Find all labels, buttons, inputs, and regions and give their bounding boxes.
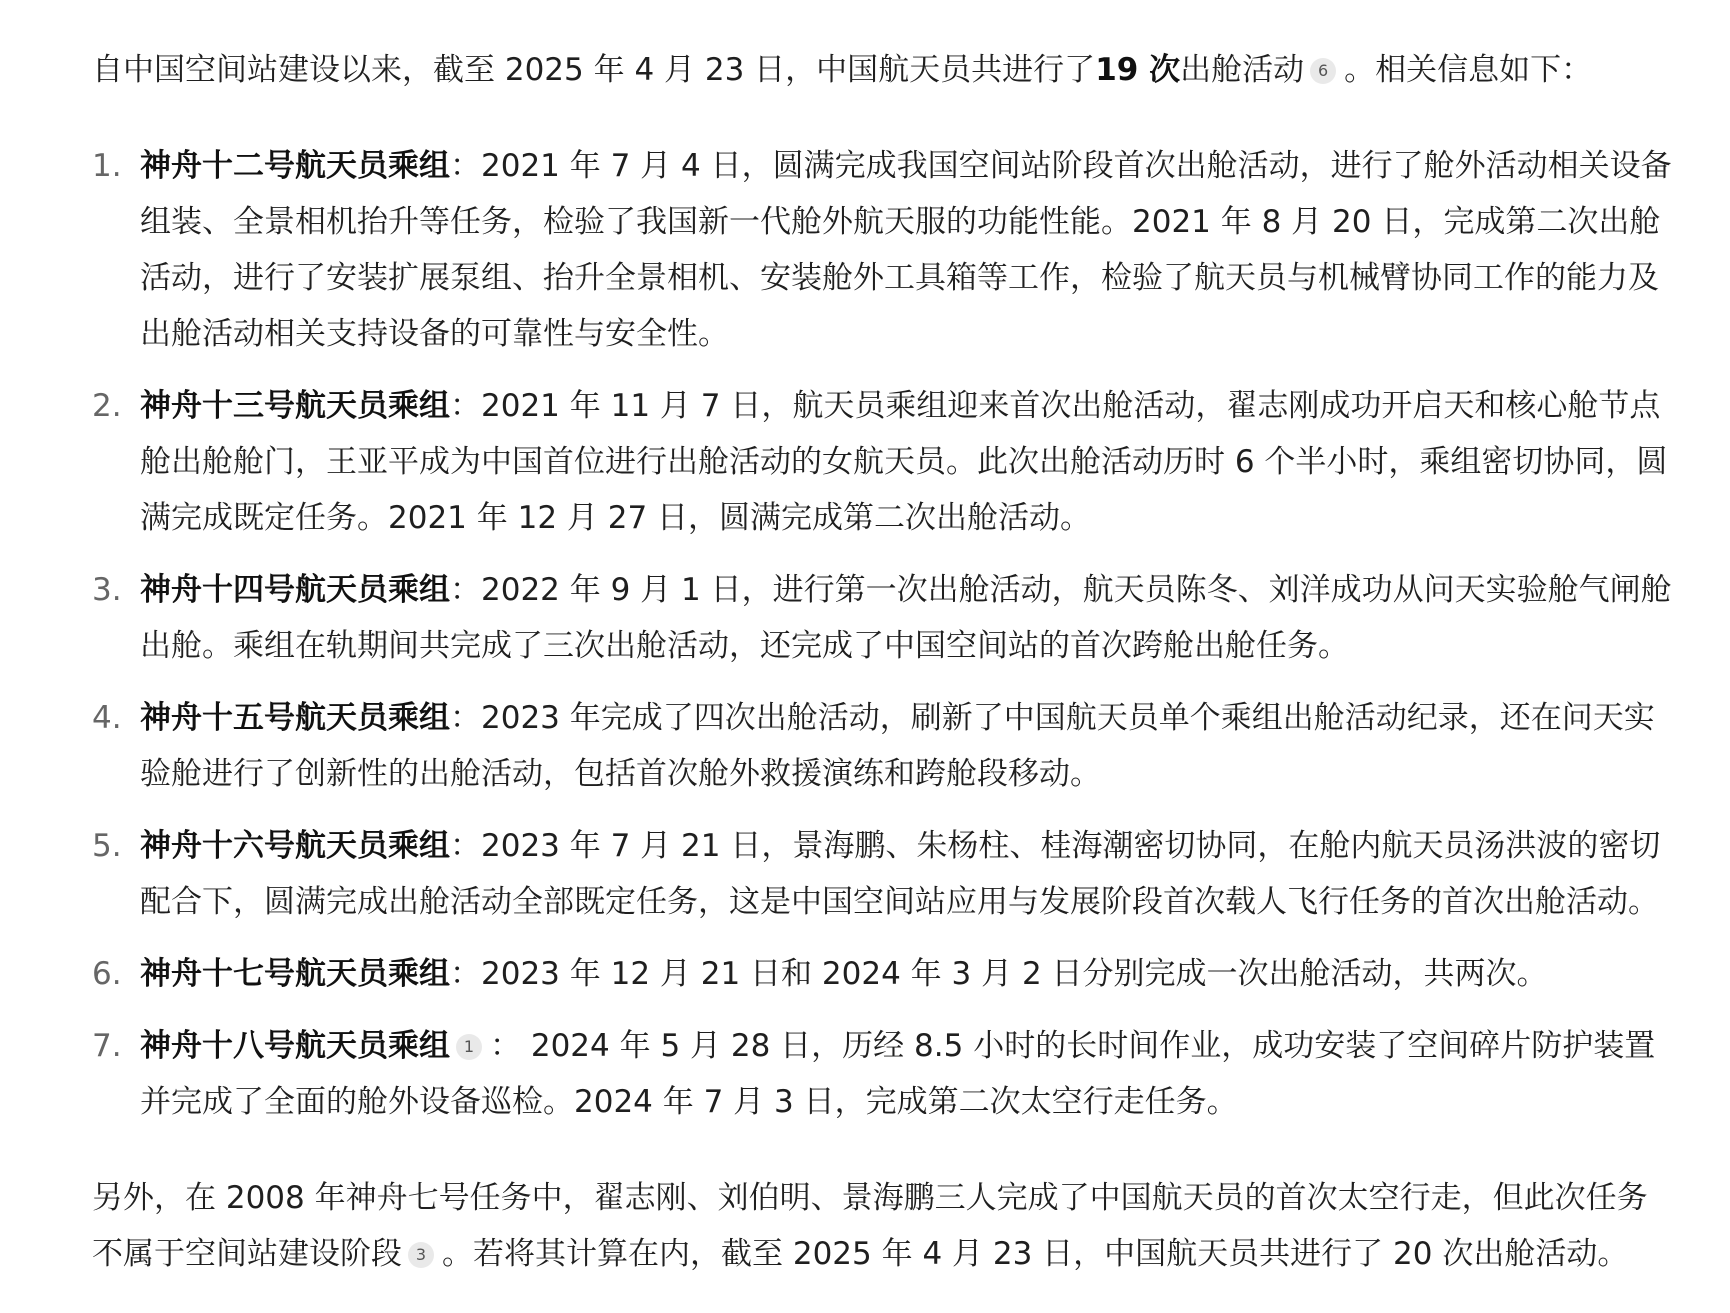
list-number: 4. [92, 700, 122, 736]
outro-text-2: 。若将其计算在内，截至 2025 年 4 月 23 日，中国航天员共进行了 20 次出舱活动。 [442, 1236, 1629, 1272]
item-title: 神舟十八号航天员乘组 [140, 1028, 450, 1064]
list-number: 2. [92, 388, 122, 424]
intro-prefix: 自中国空间站建设以来，截至 2025 年 4 月 23 日，中国航天员共进行了 [92, 52, 1096, 88]
list-number: 3. [92, 572, 122, 608]
item-text: ：2023 年 12 月 21 日和 2024 年 3 月 2 日分别完成一次出舱活动，共两次。 [450, 956, 1548, 992]
outro-paragraph [92, 1170, 1672, 1282]
list-item [92, 690, 1672, 802]
list-item [92, 562, 1672, 674]
intro-middle: 出舱活动 [1180, 52, 1305, 88]
citation-badge[interactable]: 1 [456, 1034, 482, 1060]
item-text: ： 2024 年 5 月 28 日，历经 8.5 小时的长时间作业，成功安装了空间碎片防护装置并完成了全面的舱外设备巡检。2024 年 7 月 3 日，完成第二次太空行走任务。 [140, 1028, 1656, 1120]
intro-paragraph [92, 42, 1672, 98]
item-text: ：2022 年 9 月 1 日，进行第一次出舱活动，航天员陈冬、刘洋成功从问天实验舱气闸舱出舱。乘组在轨期间共完成了三次出舱活动，还完成了中国空间站的首次跨舱出舱任务。 [140, 572, 1672, 664]
item-title: 神舟十四号航天员乘组 [140, 572, 450, 608]
list-item [92, 138, 1672, 362]
item-text: ：2021 年 11 月 7 日，航天员乘组迎来首次出舱活动，翟志刚成功开启天和核心舱节点舱出舱舱门，王亚平成为中国首位进行出舱活动的女航天员。此次出舱活动历时 6 个半小时，乘组密切协同，圆满完成既定任务。2021 年 12 月 27 日，圆满完成第二次出舱活动。 [140, 388, 1668, 536]
intro-count: 19 次 [1095, 52, 1181, 88]
list-item [92, 1018, 1672, 1130]
intro-suffix: 。相关信息如下： [1344, 52, 1593, 88]
outro-text-1: 另外，在 2008 年神舟七号任务中，翟志刚、刘伯明、景海鹏三人完成了中国航天员的首次太空行走，但此次任务不属于空间站建设阶段 [92, 1180, 1648, 1272]
item-title: 神舟十七号航天员乘组 [140, 956, 450, 992]
list-number: 5. [92, 828, 122, 864]
item-title: 神舟十六号航天员乘组 [140, 828, 450, 864]
item-text: ：2021 年 7 月 4 日，圆满完成我国空间站阶段首次出舱活动，进行了舱外活动相关设备组装、全景相机抬升等任务，检验了我国新一代舱外航天服的功能性能。2021 年 8 月 20 日，完成第二次出舱活动，进行了安装扩展泵组、抬升全景相机、安装舱外工具箱等工作，检验了航天员与机械臂协同工作的能力及出舱活动相关支持设备的可靠性与安全性。 [140, 148, 1672, 352]
citation-badge[interactable]: 3 [408, 1242, 434, 1268]
citation-badge[interactable]: 6 [1310, 58, 1336, 84]
list-number: 6. [92, 956, 122, 992]
list-number: 7. [92, 1028, 122, 1064]
item-title: 神舟十三号航天员乘组 [140, 388, 450, 424]
list-item [92, 378, 1672, 546]
item-title: 神舟十五号航天员乘组 [140, 700, 450, 736]
list-number: 1. [92, 148, 122, 184]
item-text: ：2023 年 7 月 21 日，景海鹏、朱杨柱、桂海潮密切协同，在舱内航天员汤洪波的密切配合下，圆满完成出舱活动全部既定任务，这是中国空间站应用与发展阶段首次载人飞行任务的首次出舱活动。 [140, 828, 1661, 920]
list-item [92, 946, 1672, 1002]
list-item [92, 818, 1672, 930]
item-text: ：2023 年完成了四次出舱活动，刷新了中国航天员单个乘组出舱活动纪录，还在问天实验舱进行了创新性的出舱活动，包括首次舱外救援演练和跨舱段移动。 [140, 700, 1655, 792]
crew-list [92, 138, 1672, 1130]
answer-content [92, 42, 1672, 1313]
item-title: 神舟十二号航天员乘组 [140, 148, 450, 184]
